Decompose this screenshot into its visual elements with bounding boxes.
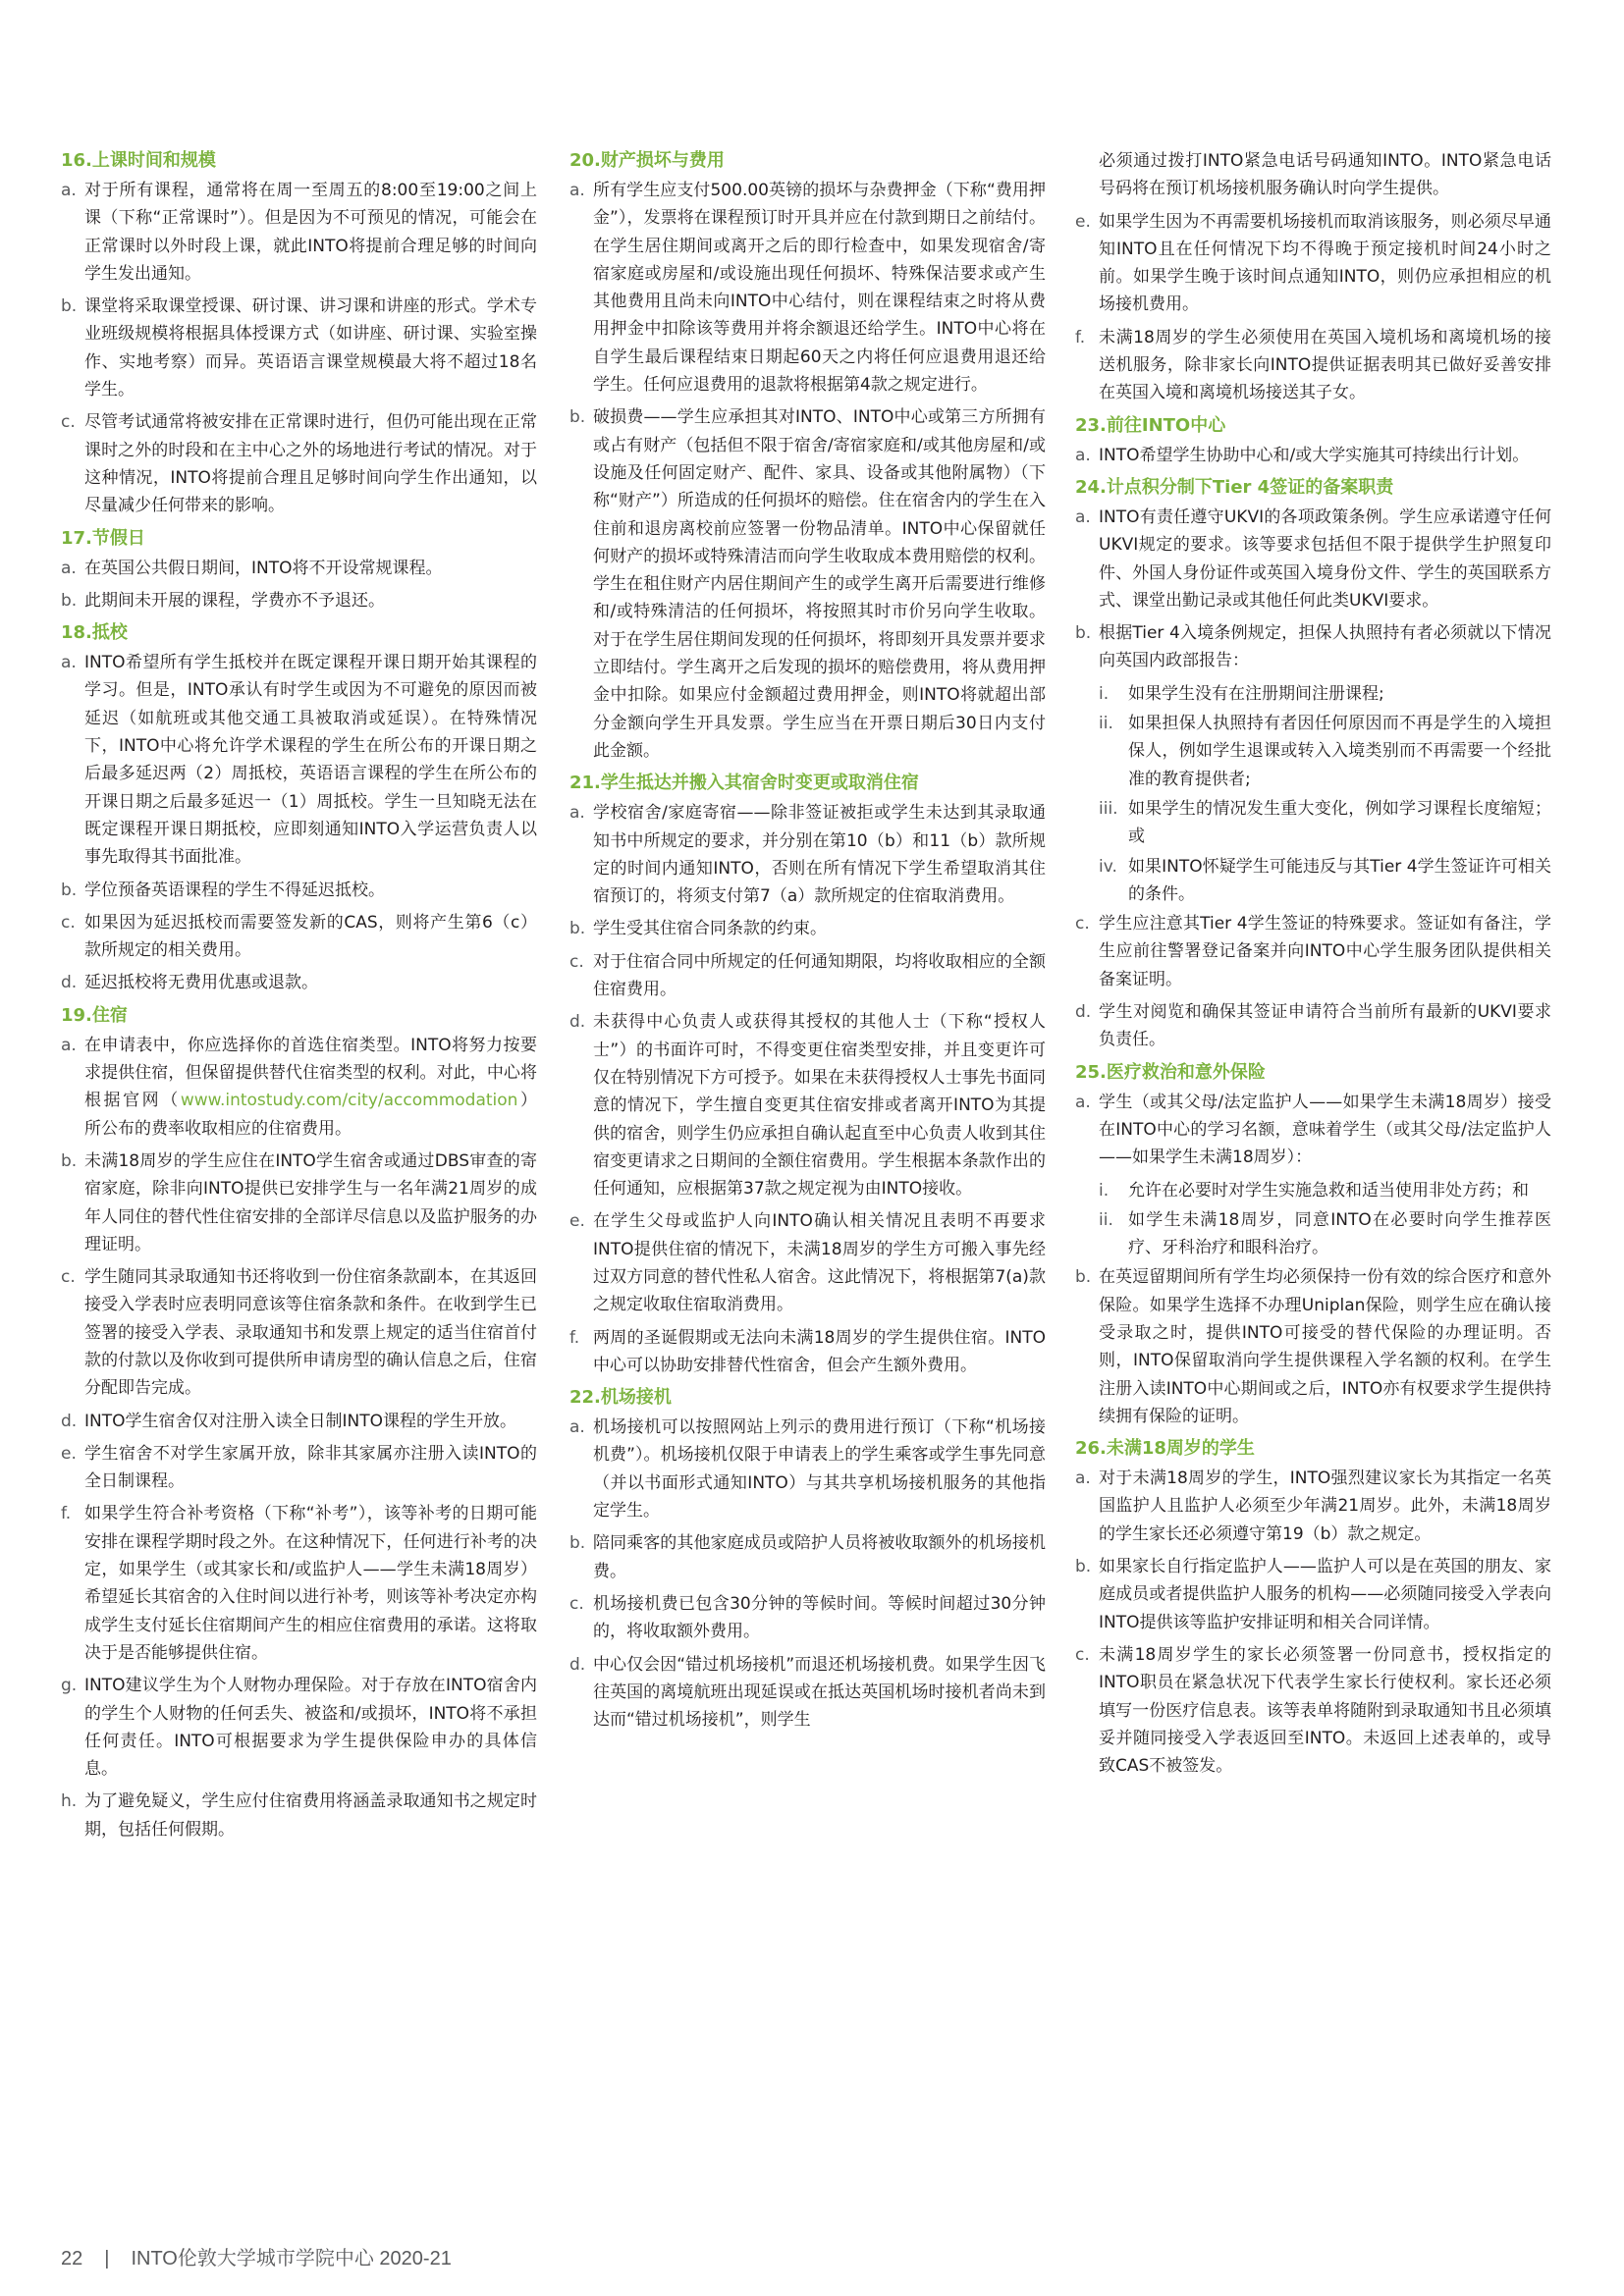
center-name: INTO伦敦大学城市学院中心 2020-21 [131,2248,452,2269]
clause-text-body: 破损费——学生应承担其对INTO、INTO中心或第三方所拥有或占有财产（包括但不限于宿舍/寄宿家庭和/或其他房屋和/或设施及任何固定财产、配件、家具、设备或其他附属物）（下称“财产”）所造成的任何损坏的赔偿。住在宿舍内的学生在入住前和退房离校前应签署一份物品清单。INTO中心保留就任何财产的损坏或特殊清洁而向学生收取成本费用赔偿的权利。学生在租住财产内居住期间产生的或学生离开后需要进行维修和/或特殊清洁的任何损坏，将按照其时市价另向学生收取。对于在学生居住期间发现的任何损坏，将即刻开具发票并要求立即结付。学生离开之后发现的损坏的赔偿费用，将从费用押金中扣除。如果应付金额超过费用押金，则INTO将就超出部分金额向学生开具发票。学生应当在开票日期后30日内支付此金额。 [593,407,1046,761]
clause-item [61,877,537,904]
clause-text-body: INTO有责任遵守UKVI的各项政策条例。学生应承诺遵守任何UKVI规定的要求。该等要求包括但不限于提供学生护照复印件、外国人身份证件或英国入境身份文件、学生的英国联系方式、课堂出勤记录或其他任何此类UKVI要求。 [1099,507,1551,611]
clause-item [1075,324,1551,407]
clause-text-body: 如果学生符合补考资格（下称“补考”），该等补考的日期可能安排在课程学期时段之外。在这种情况下，任何进行补考的决定，如果学生（或其家长和/或监护人——学生未满18周岁）希望延长其宿舍的入住时间以进行补考，则该等补考决定亦构成学生支付延长住宿期间产生的相应住宿费用的承诺。这将取决于是否能够提供住宿。 [84,1504,537,1663]
clause-text-body: 学生随同其录取通知书还将收到一份住宿条款副本，在其返回接受入学表时应表明同意该等住宿条款和条件。在收到学生已签署的接受入学表、录取通知书和发票上规定的适当住宿首付款的付款以及你收到可提供所申请房型的确认信息之后，住宿分配即告完成。 [84,1267,537,1399]
clause-text-body: 学生宿舍不对学生家属开放，除非其家属亦注册入读INTO的全日制课程。 [84,1443,537,1492]
clause-label: c. [569,951,584,972]
clause-label: b. [61,590,78,611]
clause-label: f. [569,1327,580,1348]
section-title: 25.医疗救治和意外保险 [1075,1061,1266,1083]
sub-clause-label: iii. [1099,798,1118,819]
clause-text [1099,504,1551,614]
sub-clause [1099,680,1551,708]
clause-label: b. [569,919,586,939]
clause-text-body: 如果家长自行指定监护人——监护人可以是在英国的朋友、家庭成员或者提供监护人服务的机构——必须随同接受入学表向INTO提供该等监护安排证明和相关合同详情。 [1099,1557,1551,1632]
clause-text-body: 在申请表中，你应选择你的首选住宿类型。INTO将努力按要求提供住宿，但保留提供替代住宿类型的权利。对此，中心将根据官网（ [84,1035,537,1111]
clause-text-body: 未满18周岁学生的家长必须签署一份同意书，授权指定的INTO职员在紧急状况下代表学生家长行使权利。家长还必须填写一份医疗信息表。该等表单将随附到录取通知书且必须填妥并随同接受入学表返回至INTO。未返回上述表单的，或导致CAS不被签发。 [1099,1644,1551,1777]
section-title: 26.未满18周岁的学生 [1075,1438,1255,1460]
clause-text [84,1408,537,1435]
clause-text [1099,1553,1551,1636]
clause-item [61,649,537,871]
clause-text-body: 中心仅会因“错过机场接机”而退还机场接机费。如果学生因飞往英国的离境航班出现延误或在抵达英国机场时接机者尚未到达而“错过机场接机”，则学生 [593,1654,1046,1731]
clause-text-body: 未满18周岁的学生应住在INTO学生宿舍或通过DBS审查的寄宿家庭，除非向INTO提供已安排学生与一名年满21周岁的成年人同住的替代性住宿安排的全部详尽信息以及监护服务的办理证明。 [84,1150,537,1255]
sub-clause-label: ii. [1099,1209,1113,1230]
clause-label: b. [61,296,78,317]
clause-text [84,293,537,403]
clause-item [61,969,537,996]
clause-text-body: INTO学生宿舍仅对注册入读全日制INTO课程的学生开放。 [84,1411,516,1431]
clause-label: c. [569,1593,584,1614]
clause-text-body: 此期间未开展的课程，学费亦不予退还。 [84,590,385,611]
clause-text-body: 为了避免疑义，学生应付住宿费用将涵盖录取通知书之规定时期，包括任何假期。 [84,1791,537,1840]
clause-item [569,1324,1046,1380]
clause-label: a. [61,1035,77,1055]
clause-text [593,915,1046,942]
clause-item [1075,1089,1551,1172]
clause-label: a. [61,653,77,673]
clause-text-body: 必须通过拨打INTO紧急电话号码通知INTO。INTO紧急电话号码将在预订机场接机服务确认时向学生提供。 [1099,151,1551,199]
clause-item [61,1408,537,1435]
sub-clause-label: ii. [1099,714,1113,734]
clause-item [61,555,537,582]
section [61,147,537,520]
clause-text [593,1324,1046,1380]
sub-clause-text: 如果INTO怀疑学生可能违反与其Tier 4学生签证许可相关的条件。 [1128,856,1551,904]
clause-label: b. [1075,1267,1092,1288]
clause-text [593,948,1046,1004]
clause-label: b. [61,880,78,900]
clause-text [84,1672,537,1783]
clause-text [593,1414,1046,1524]
page-footer [61,2242,452,2270]
sub-clause [1099,1177,1551,1204]
clause-item [569,1590,1046,1646]
clause-item [1075,910,1551,993]
column-1 [61,147,537,1848]
section [569,1384,1046,1734]
clause-label: h. [61,1791,78,1812]
clause-text-body: 在学生父母或监护人向INTO确认相关情况且表明不再要求INTO提供住宿的情况下，未满18周岁的学生方可搬入事先经过双方同意的替代性私人宿舍。这此情况下，将根据第7(a)款之规定收取住宿取消费用。 [593,1211,1046,1315]
clause-text-body: INTO希望学生协助中心和/或大学实施其可持续出行计划。 [1099,445,1530,465]
clause-text [1099,1089,1551,1172]
clause-text [84,1500,537,1667]
section-title: 18.抵校 [61,622,128,644]
clause-item [569,1008,1046,1202]
clause-text [84,909,537,965]
sub-clause-text: 如学生未满18周岁，同意INTO在必要时向学生推荐医疗、牙科治疗和眼科治疗。 [1128,1209,1551,1258]
clause-text-body: 如果学生因为不再需要机场接机而取消该服务，则必须尽早通知INTO且在任何情况下均不得晚于预定接机时间24小时之前。如果学生晚于该时间点通知INTO，则仍应承担相应的机场接机费用。 [1099,211,1551,315]
clause-label: d. [61,973,78,993]
clause-item [1075,998,1551,1054]
clause-label: c. [1075,1644,1090,1665]
clause-item [61,587,537,614]
clause-text [84,1148,537,1258]
clause-text [593,1008,1046,1202]
clause-label: d. [61,1411,78,1431]
clause-text [1099,998,1551,1054]
clause-text-body: 对于所有课程，通常将在周一至周五的8:00至19:00之间上课（下称“正常课时”）。但是因为不可预见的情况，可能会在正常课时以外时段上课，就此INTO将提前合理足够的时间向学生发出通知。 [84,181,537,284]
clause-item [569,799,1046,910]
clause-item [61,909,537,965]
clause-text [1099,442,1551,469]
clause-text-body: 机场接机可以按照网站上列示的费用进行预订（下称“机场接机费”）。机场接机仅限于申请表上的学生乘客或学生事先同意（并以书面形式通知INTO）与其共享机场接机服务的其他指定学生。 [593,1417,1046,1522]
clause-item [1075,504,1551,614]
sub-clause-text: 如果担保人执照持有者因任何原因而不再是学生的入境担保人，例如学生退课或转入入境类别而不再需要一个经批准的教育提供者; [1128,714,1551,789]
clause-item [61,1500,537,1667]
clause-text-body: INTO希望所有学生抵校并在既定课程开课日期开始其课程的学习。但是，INTO承认有时学生或因为不可避免的原因而被延迟（如航班或其他交通工具被取消或延误）。在特殊情况下，INTO中心将允许学术课程的学生在所公布的开课日期之后最多延迟两（2）周抵校，英语语言课程的学生在所公布的开课日期之后最多延迟一（1）周抵校。学生一旦知晓无法在既定课程开课日期抵校，应即刻通知INTO入学运营负责人以事先取得其书面批准。 [84,653,537,868]
sub-clause-label: i. [1099,683,1110,704]
section [1075,147,1551,407]
clause-item [1075,147,1551,203]
clause-label: b. [1075,623,1092,644]
clause-text [593,1529,1046,1585]
clause-text [84,649,537,871]
clause-label: b. [61,1150,78,1171]
section-title: 22.机场接机 [569,1387,672,1409]
clause-text [1099,208,1551,319]
clause-text [84,408,537,519]
section-title: 17.节假日 [61,527,145,549]
clause-text [84,1263,537,1402]
section [1075,474,1551,1054]
clause-label: d. [1075,1002,1092,1023]
clause-label: a. [569,803,585,824]
accommodation-link[interactable]: www.intostudy.com/city/accommodation [180,1091,518,1111]
clause-text-body: 未满18周岁的学生必须使用在英国入境机场和离境机场的接送机服务，除非家长向INTO提供证据表明其已做好妥善安排在英国入境和离境机场接送其子女。 [1099,327,1551,403]
column-3 [1075,147,1551,1785]
clause-item [569,1651,1046,1735]
clause-label: e. [1075,211,1091,232]
section [61,525,537,615]
page-number: 22 [61,2248,83,2269]
sub-clause-label: i. [1099,1180,1110,1201]
section-title: 21.学生抵达并搬入其宿舍时变更或取消住宿 [569,773,919,794]
section [1075,1435,1551,1780]
footer-separator: | [104,2248,110,2269]
clause-label: a. [569,181,585,200]
clause-text-body: 未获得中心负责人或获得其授权的其他人士（下称“授权人士”）的书面许可时，不得变更住宿类型安排，并且变更许可仅在特别情况下方可授予。如果在未获得授权人士事先书面同意的情况下，学生擅自变更其住宿安排或者离开INTO为其提供的宿舍，则学生仍应承担自确认起直至中心负责人收到其住宿变更请求之日期间的全额住宿费用。学生根据本条款作出的任何通知，应根据第37款之规定视为由INTO接收。 [593,1012,1046,1200]
clause-text-body: 课堂将采取课堂授课、研讨课、讲习课和讲座的形式。学术专业班级规模将根据具体授课方式（如讲座、研讨课、实验室操作、实地考察）而异。英语语言课堂规模最大将不超过18名学生。 [84,296,537,400]
clause-item [61,1263,537,1402]
section [61,619,537,997]
clause-label: e. [569,1211,585,1232]
clause-label: e. [61,1443,77,1464]
sub-clause [1099,1206,1551,1262]
clause-text-after: ）所公布的费率收取相应的住宿费用。 [84,1091,537,1139]
clause-text [84,177,537,288]
clause-label: d. [569,1654,586,1675]
clause-label: f. [61,1504,72,1524]
clause-text-body: 学生对阅览和确保其签证申请符合当前所有最新的UKVI要求负责任。 [1099,1002,1551,1050]
clause-text [1099,151,1551,198]
clause-label: a. [1075,1468,1091,1489]
section-title: 20.财产损坏与费用 [569,150,725,171]
clause-text [1099,910,1551,993]
clause-item [1075,208,1551,319]
clause-text [593,1590,1046,1646]
clause-label: g. [61,1676,78,1696]
clause-item [61,1440,537,1496]
clause-text-body: 如果因为延迟抵校而需要签发新的CAS，则将产生第6（c）款所规定的相关费用。 [84,912,537,961]
sub-clause [1099,795,1551,851]
clause-text [1099,1465,1551,1548]
column-2 [569,147,1046,1738]
clause-label: a. [1075,507,1091,527]
clause-item [61,1788,537,1843]
clause-item [1075,1465,1551,1548]
section-title: 19.住宿 [61,1004,128,1026]
clause-text-body: 所有学生应支付500.00英镑的损坏与杂费押金（下称“费用押金”），发票将在课程预订时开具并应在付款到期日之前结付。在学生居住期间或离开之后的即行检查中，如果发现宿舍/寄宿家庭或房屋和/或设施出现任何损坏、特殊保洁要求或产生其他费用且尚未向INTO中心结付，则在课程结束之时将从费用押金中扣除该等费用并将余额退还给学生。INTO中心将在自学生最后课程结束日期起60天之内将任何应退费用退还给学生。任何应退费用的退款将根据第4款之规定进行。 [593,181,1046,396]
clause-text [593,1207,1046,1318]
section [1075,1059,1551,1431]
clause-item [569,1414,1046,1524]
clause-text [1099,1641,1551,1780]
clause-text [84,555,537,582]
clause-text-body: 学生受其住宿合同条款的约束。 [593,919,827,939]
clause-text-body: 尽管考试通常将被安排在正常课时进行，但仍可能出现在正常课时之外的时段和在主中心之外的场地进行考试的情况。对于这种情况，INTO将提前合理且足够时间向学生作出通知，以尽量减少任何带来的影响。 [84,412,537,516]
clause-label: a. [61,558,77,578]
clause-item [569,177,1046,399]
clause-item [569,1529,1046,1585]
clause-item [569,403,1046,765]
clause-text [593,177,1046,399]
sub-clause [1099,853,1551,909]
clause-text-body: 根据Tier 4入境条例规定，担保人执照持有者必须就以下情况向英国内政部报告： [1099,623,1551,671]
clause-text [84,1788,537,1843]
section [1075,412,1551,469]
section [61,1002,537,1843]
sub-clause-text: 如果学生的情况发生重大变化，例如学习课程长度缩短；或 [1128,798,1551,847]
clause-item [61,1672,537,1783]
clause-text-body: 学位预备英语课程的学生不得延迟抵校。 [84,880,385,900]
clause-text-body: 学生应注意其Tier 4学生签证的特殊要求。签证如有备注，学生应前往警署登记备案并向INTO中心学生服务团队提供相关备案证明。 [1099,914,1551,989]
sub-clause-text: 如果学生没有在注册期间注册课程; [1128,683,1384,704]
clause-text [593,403,1046,765]
clause-label: c. [1075,914,1090,934]
clause-label: c. [61,912,76,933]
clause-text-body: 机场接机费已包含30分钟的等候时间。等候时间超过30分钟的，将收取额外费用。 [593,1593,1046,1642]
clause-text-body: 延迟抵校将无费用优惠或退款。 [84,973,318,993]
clause-text [593,1651,1046,1735]
clause-item [569,1207,1046,1318]
clause-item [61,177,537,288]
clause-text [84,1440,537,1496]
clause-label: a. [1075,445,1091,465]
sub-clause-text: 允许在必要时对学生实施急救和适当使用非处方药；和 [1128,1180,1529,1201]
clause-item [61,293,537,403]
clause-text [84,877,537,904]
clause-label: b. [569,1533,586,1554]
clause-label: c. [61,412,76,433]
clause-item [1075,442,1551,469]
clause-item [61,1148,537,1258]
clause-label: b. [1075,1557,1092,1577]
clause-item [1075,1641,1551,1780]
clause-text [593,799,1046,910]
clause-label: b. [569,407,586,428]
clause-text [1099,1263,1551,1430]
clause-text [84,969,537,996]
clause-text-body: 在英国公共假日期间，INTO将不开设常规课程。 [84,558,443,578]
clause-label: f. [1075,327,1086,347]
clause-label: a. [1075,1092,1091,1112]
clause-text-body: 陪同乘客的其他家庭成员或陪护人员将被收取额外的机场接机费。 [593,1533,1046,1581]
clause-label: c. [61,1267,76,1288]
clause-item [569,948,1046,1004]
clause-label: a. [61,181,77,200]
clause-item [569,915,1046,942]
clause-label: d. [569,1012,586,1033]
clause-item [61,1032,537,1143]
clause-item [1075,1263,1551,1430]
clause-item [1075,1553,1551,1636]
clause-text [1099,324,1551,407]
section-title: 24.计点积分制下Tier 4签证的备案职责 [1075,476,1394,498]
clause-text-body: 在英逗留期间所有学生均必须保持一份有效的综合医疗和意外保险。如果学生选择不办理Uniplan保险，则学生应在确认接受录取之时，提供INTO可接受的替代保险的办理证明。否则，INTO保留取消向学生提供课程入学名额的权利。在学生注册入读INTO中心期间或之后，INTO亦有权要求学生提供持续拥有保险的证明。 [1099,1267,1551,1426]
clause-text-body: 对于住宿合同中所规定的任何通知期限，均将收取相应的全额住宿费用。 [593,951,1046,1000]
clause-text-body: 对于未满18周岁的学生，INTO强烈建议家长为其指定一名英国监护人且监护人必须至少年满21周岁。此外，未满18周岁的学生家长还必须遵守第19（b）款之规定。 [1099,1468,1551,1544]
clause-text-body: 两周的圣诞假期或无法向未满18周岁的学生提供住宿。INTO中心可以协助安排替代性宿舍，但会产生额外费用。 [593,1327,1046,1375]
clause-item [1075,619,1551,675]
clause-text-body: 学校宿舍/家庭寄宿——除非签证被拒或学生未达到其录取通知书中所规定的要求，并分别在第10（b）和11（b）款所规定的时间内通知INTO，否则在所有情况下学生希望取消其住宿预订的，将须支付第7（a）款所规定的住宿取消费用。 [593,803,1046,907]
clause-text-body: 学生（或其父母/法定监护人——如果学生未满18周岁）接受在INTO中心的学习名额，意味着学生（或其父母/法定监护人——如果学生未满18周岁）： [1099,1092,1551,1168]
clause-item [61,408,537,519]
clause-text [1099,619,1551,675]
clause-text [84,587,537,614]
clause-label: a. [569,1417,585,1438]
sub-clause [1099,710,1551,793]
section-title: 23.前往INTO中心 [1075,414,1226,436]
section [569,147,1046,765]
section [569,770,1046,1379]
section-title: 16.上课时间和规模 [61,150,216,171]
clause-text-body: INTO建议学生为个人财物办理保险。对于存放在INTO宿舍内的学生个人财物的任何丢失、被盗和/或损坏，INTO将不承担任何责任。INTO可根据要求为学生提供保险申办的具体信息。 [84,1676,537,1780]
sub-clause-label: iv. [1099,856,1117,877]
clause-text [84,1032,537,1143]
